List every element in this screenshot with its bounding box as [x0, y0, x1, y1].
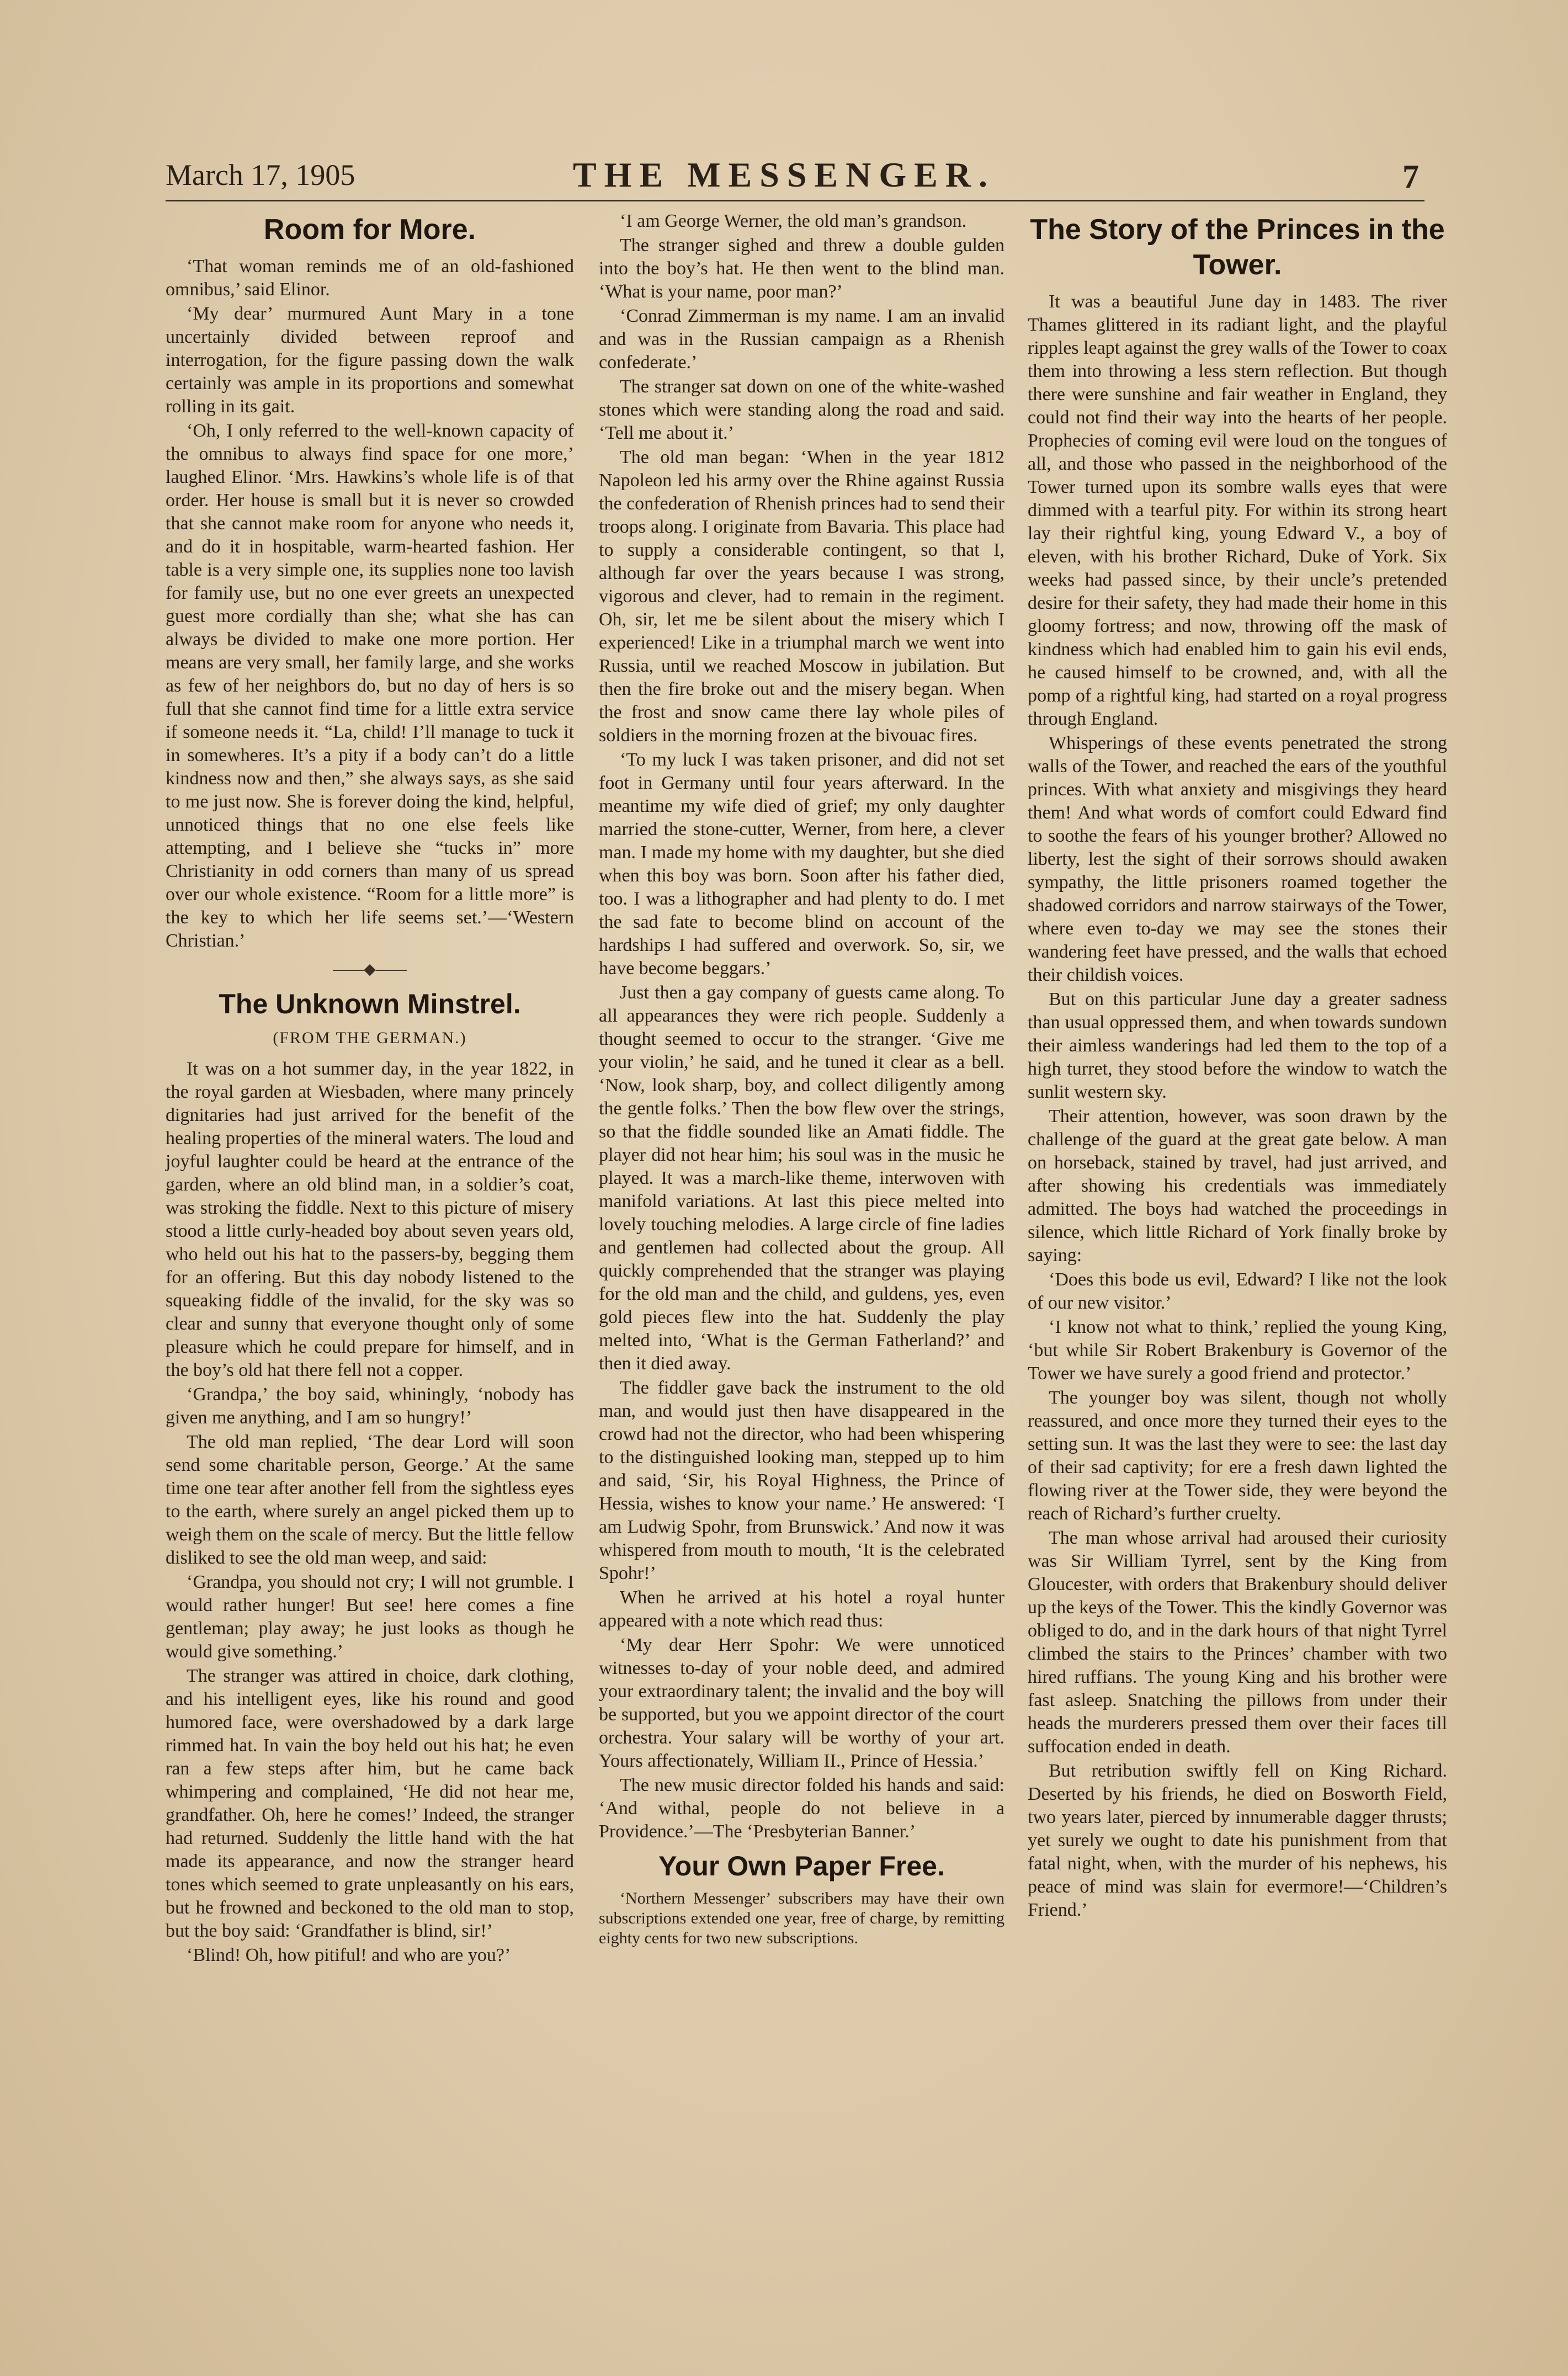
article-title-your-own-paper-free: Your Own Paper Free. [658, 1851, 945, 1881]
paragraph: The younger boy was silent, though not wholly reassured, and once more they turned their eyes to the setting sun. It was the last they were to see: the last day of their sad captivity; for ere a fresh dawn lighted the flowing river at the Tower side, they were beyond the reach of Richard’s further cruelty. [1028, 1388, 1447, 1524]
article-title-princes-in-tower: The Story of the Princes in the Tower. [1030, 214, 1445, 281]
paragraph: ‘Conrad Zimmerman is my name. I am an invalid and was in the Russian campaign as a Rhenish confederate.’ [599, 306, 1004, 373]
article-title-room-for-more: Room for More. [263, 214, 476, 246]
paragraph: But on this particular June day a greater sadness than usual oppressed them, and when towards sundown their aimless wanderings had led them to the top of a high turret, they stood before the window to watch the sunlit western sky. [1028, 989, 1447, 1102]
paragraph: When he arrived at his hotel a royal hunter appeared with a note which read thus: [599, 1587, 1004, 1631]
paragraph: ‘My dear’ murmured Aunt Mary in a tone uncertainly divided between reproof and interrogation, for the figure passing down the walk certainly was ample in its proportions and somewhat rolling in its gait. [166, 304, 574, 417]
paragraph: ‘I know not what to think,’ replied the young King, ‘but while Sir Robert Brakenbury is Governor of the Tower we have surely a good friend and protector.’ [1028, 1317, 1447, 1384]
paragraph: ‘Oh, I only referred to the well-known capacity of the omnibus to always find space for one more,’ laughed Elinor. ‘Mrs. Hawkins’s whole life is of that order. Her house is small but it is never so crowded that she cannot make room for anyone who needs it, and do it in hospitable, warm-hearted fashion. Her table is a very simple one, its supplies none too lavish for family use, but no one ever greets an unexpected guest more cordially than she; what she has can always be divided to make one more portion. Her means are very small, her family large, and she works as few of her neighbors do, but no day of hers is so full that she cannot find time for a little extra service if someone needs it. “La, child! I’ll manage to tuck it in somewheres. It’s a pity if a body can’t do a little kindness now and then,” she always says, as she said to me just now. She is forever doing the kind, helpful, unnoticed things that no one else feels like attempting, and I believe she “tucks in” more Christianity in odd corners than many of us spread over our whole existence. “Room for a little more” is the key to which her life seems set.’—‘Western Christian.’ [166, 421, 574, 951]
paragraph: The old man began: ‘When in the year 1812 Napoleon led his army over the Rhine against Russia the confederation of Rhenish princes had to send their troops along. I originate from Bavaria. This place had to supply a considerable contingent, so that I, although far over the years because I was strong, vigorous and clever, had to remain in the regiment. Oh, sir, let me be silent about the misery which I experienced! Like in a triumphal march we went into Russia, until we reached Moscow in jubilation. But then the fire broke out and the misery began. When the frost and snow came there lay whole piles of soldiers in the morning frozen at the bivouac fires. [599, 447, 1004, 746]
paragraph: The stranger was attired in choice, dark clothing, and his intelligent eyes, like his round and good humored face, were overshadowed by a dark large rimmed hat. In vain the boy held out his hat; he even ran a few steps after him, but he came back whimpering and complained, ‘He did not hear me, grandfather. Oh, here he comes!’ Indeed, the stranger had returned. Suddenly the little hand with the hat made its appearance, and now the stranger heard tones which seemed to grate unpleasantly on his ears, but he frowned and beckoned to the old man to stop, but the boy said: ‘Grandfather is blind, sir!’ [166, 1666, 574, 1941]
paragraph: Whisperings of these events penetrated the strong walls of the Tower, and reached the ears of the youthful princes. With what anxiety and misgivings they heard them! And what words of comfort could Edward find to soothe the fears of his younger brother? Allowed no liberty, lest the sight of their sorrows should awaken sympathy, the little prisoners roamed together the shadowed corridors and narrow stairways of the Tower, where even to-day we may see the stones their wandering feet have pressed, and the walls that echoed their childish voices. [1028, 733, 1447, 985]
paragraph: The fiddler gave back the instrument to the old man, and would just then have disappeared in the crowd had not the director, who had been whispering to the distinguished looking man, stepped up to him and said, ‘Sir, his Royal Highness, the Prince of Hessia, wishes to know your name.’ He answered: ‘I am Ludwig Spohr, from Brunswick.’ And now it was whispered from mouth to mouth, ‘It is the celebrated Spohr!’ [599, 1378, 1004, 1583]
publication-title: THE MESSENGER. [572, 155, 996, 194]
paragraph: The new music director folded his hands and said: ‘And withal, people do not believe in a Providence.’—The ‘Presbyterian Banner.’ [599, 1775, 1004, 1842]
column-2 [599, 210, 1004, 1949]
paragraph: It was a beautiful June day in 1483. The river Thames glittered in its radiant light, and the playful ripples leapt against the grey walls of the Tower to coax them into throwing a less stern reflection. But though there were sunshine and fair weather in England, they could not find their way into the hearts of her people. Prophecies of coming evil were loud on the tongues of all, and those who passed in the neighborhood of the Tower turned upon its sombre walls eyes that were dimmed with a tearful pity. For within its strong heart lay their rightful king, young Edward V., a boy of eleven, with his brother Richard, Duke of York. Six weeks had passed since, by their uncle’s pretended desire for their safety, they had made their home in this gloomy fortress; and now, throwing off the mask of kindness which had enabled him to gain his evil ends, he caused himself to be crowned, and, with all the pomp of a rightful king, had started on a royal progress through England. [1028, 291, 1447, 729]
paragraph: ‘Blind! Oh, how pitiful! and who are you?’ [187, 1945, 511, 1965]
column-1 [166, 210, 574, 1968]
paragraph: ‘Grandpa, you should not cry; I will not grumble. I would rather hunger! But see! here comes a fine gentleman; play away; he just looks as though he would give something.’ [166, 1572, 574, 1662]
masthead [166, 155, 1419, 199]
page-number: 7 [1402, 158, 1419, 195]
masthead-rule [166, 200, 1425, 201]
article-title-unknown-minstrel: The Unknown Minstrel. [219, 988, 521, 1019]
article-subtitle: (FROM THE GERMAN.) [273, 1029, 467, 1047]
paragraph: Just then a gay company of guests came along. To all appearances they were rich people. Suddenly a thought seemed to occur to the stranger. ‘Give me your violin,’ he said, and he tuned it clear as a bell. ‘Now, look sharp, boy, and collect diligently among the gentle folks.’ Then the bow flew over the strings, so that the fiddle sounded like an Amati fiddle. The player did not hear him; his soul was in the music he played. It was a march-like theme, interwoven with manifold variations. At last this piece melted into lovely touching melodies. A large circle of fine ladies and gentlemen had collected about the group. All quickly comprehended that the stranger was playing for the old man and the child, and guldens, yes, even gold pieces flew into the hat. Suddenly the play melted into, ‘What is the German Fatherland?’ and then it died away. [599, 982, 1004, 1374]
paragraph: ‘Grandpa,’ the boy said, whiningly, ‘nobody has given me anything, and I am so hungry!’ [166, 1384, 574, 1428]
paragraph: But retribution swiftly fell on King Richard. Deserted by his friends, he died on Bosworth Field, two years later, pierced by innumerable dagger thrusts; yet surely we ought to date his punishment from that fatal night, when, with the murder of his nephews, his peace of mind was slain for evermore!—‘Children’s Friend.’ [1028, 1761, 1447, 1920]
paragraph: ‘That woman reminds me of an old-fashioned omnibus,’ said Elinor. [166, 256, 574, 300]
ornament-divider: ——◆—— [333, 961, 407, 978]
paragraph: ‘To my luck I was taken prisoner, and did not set foot in Germany until four years afterward. In the meantime my wife died of grief; my only daughter married the stone-cutter, Werner, from here, a clever man. I made my home with my daughter, but she died when this boy was born. Soon after his father died, too. I was a lithographer and had plenty to do. I met the sad fate to become blind on account of the hardships I had suffered and overwork. So, sir, we have become beggars.’ [599, 750, 1004, 979]
issue-date: March 17, 1905 [166, 158, 355, 192]
paragraph: ‘Does this bode us evil, Edward? I like not the look of our new visitor.’ [1028, 1269, 1447, 1313]
paragraph: ‘Northern Messenger’ subscribers may have their own subscriptions extended one year, free of charge, by remitting eighty cents for two new subscriptions. [599, 1889, 1004, 1947]
paragraph: It was on a hot summer day, in the year 1822, in the royal garden at Wiesbaden, where many princely dignitaries had just arrived for the benefit of the healing properties of the mineral waters. The loud and joyful laughter could be heard at the entrance of the garden, where an old blind man, in a soldier’s coat, was stroking the fiddle. Next to this picture of misery stood a little curly-headed boy about seven years old, who held out his hat to the passers-by, begging them for an offering. But this day nobody listened to the squeaking fiddle of the invalid, for the sky was so clear and sunny that everyone thought only of some pleasure which he could prepare for himself, and in the boy’s old hat there fell not a copper. [166, 1059, 574, 1380]
paragraph: The man whose arrival had aroused their curiosity was Sir William Tyrrel, sent by the King from Gloucester, with orders that Brakenbury should deliver up the keys of the Tower. This the kindly Governor was obliged to do, and in the dark hours of that night Tyrrel climbed the stairs to the Princes’ chamber with two hired ruffians. The young King and his brother were fast asleep. Snatching the pillows from under their heads the murderers pressed them over their faces till suffocation ended in death. [1028, 1528, 1447, 1757]
column-3 [1028, 210, 1447, 1923]
paragraph: Their attention, however, was soon drawn by the challenge of the guard at the great gate below. A man on horseback, stained by travel, had just arrived, and after showing his credentials was immediately admitted. The boys had watched the proceedings in silence, which little Richard of York finally broke by saying: [1028, 1106, 1447, 1266]
paragraph: ‘I am George Werner, the old man’s grandson. [620, 211, 967, 231]
paragraph: The stranger sighed and threw a double gulden into the boy’s hat. He then went to the blind man. ‘What is your name, poor man?’ [599, 235, 1004, 302]
paragraph: The old man replied, ‘The dear Lord will soon send some charitable person, George.’ At the same time one tear after another fell from the sightless eyes to the earth, where surely an angel picked them up to weigh them on the scale of mercy. But the little fellow disliked to see the old man weep, and said: [166, 1432, 574, 1568]
paragraph: ‘My dear Herr Spohr: We were unnoticed witnesses to-day of your noble deed, and admired your extraordinary talent; the invalid and the boy will be supported, but you we appoint director of the court orchestra. Your salary will be worthy of your art. Yours affectionately, William II., Prince of Hessia.’ [599, 1635, 1004, 1771]
paragraph: The stranger sat down on one of the white-washed stones which were standing along the road and said. ‘Tell me about it.’ [599, 376, 1004, 443]
